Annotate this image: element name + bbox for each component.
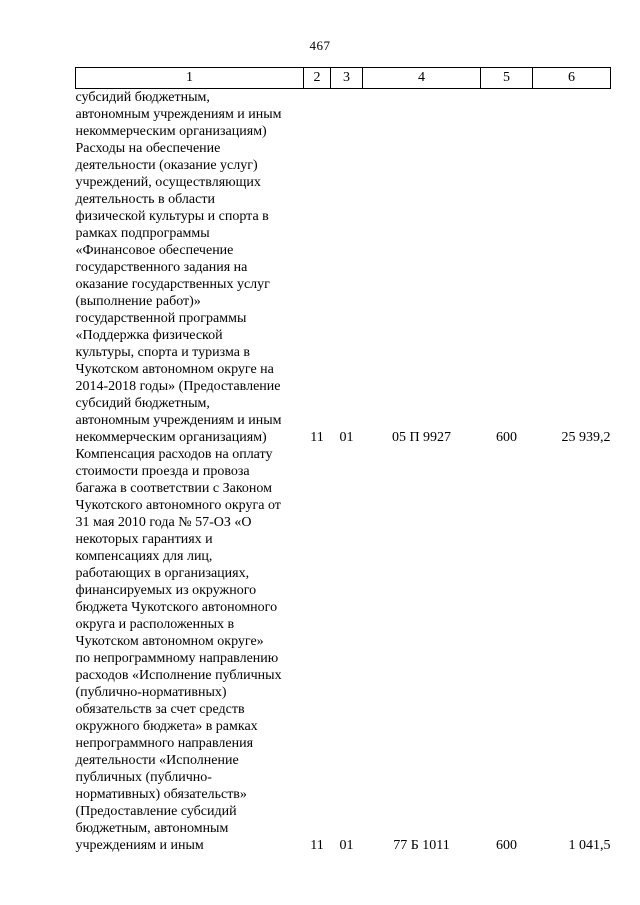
row-section: 11 (310, 838, 324, 853)
row-subsection: 01 (339, 838, 354, 853)
header-col-2: 2 (304, 68, 331, 89)
header-col-1: 1 (76, 68, 304, 89)
row-target-item (363, 89, 481, 141)
header-col-5: 5 (481, 68, 533, 89)
row-expense-type: 600 (496, 838, 517, 853)
row-description: Компенсация расходов на оплату стоимости проезда и провоза багажа в соответствии с Законом Чукотского автономного округа от 31 мая 2010 года № 57-ОЗ «О некоторых гарантиях и компенсациях для лиц, работающих в организациях, финансируемых из окружного бюджета Чукотского автономного округа и расположенных в Чукотском автономном округе» по непрограммному направлению расходов «Исполнение публичных (публично-нормативных) обязательств за счет средств окружного бюджета» в рамках непрограммного направления деятельности «Исполнение публичных (публично- нормативных) обязательств» (Предоставление субсидий бюджетным, автономным учреждениям и иным (75, 447, 282, 853)
row-target-item: 05 П 9927 (391, 430, 452, 445)
row-subsection: 01 (339, 430, 354, 445)
budget-table (75, 67, 611, 854)
row-target-item: 77 Б 1011 (393, 838, 450, 853)
row-subsection (331, 89, 363, 141)
page-number: 467 (309, 38, 331, 53)
row-amount: 1 041,5 (568, 838, 611, 853)
table-row (76, 140, 611, 446)
table-row (76, 446, 611, 854)
row-description: субсидий бюджетным, автономным учреждениям и иным некоммерческим организациям) (75, 90, 282, 139)
table-body (76, 89, 611, 855)
row-expense-type: 600 (496, 430, 517, 445)
row-expense-type (481, 89, 533, 141)
row-description: Расходы на обеспечение деятельности (оказание услуг) учреждений, осуществляющих деятельность в области физической культуры и спорта в рамках подпрограммы «Финансовое обеспечение государственного задания на оказание государственных услуг (выполнение работ)» государственной программы «Поддержка физической культуры, спорта и туризма в Чукотском автономном округе на 2014-2018 годы» (Предоставление субсидий бюджетным, автономным учреждениям и иным некоммерческим организациям) (75, 141, 282, 445)
row-section: 11 (310, 430, 324, 445)
table-header (76, 68, 611, 89)
header-row (76, 68, 611, 89)
table-row (76, 89, 611, 141)
row-amount: 25 939,2 (561, 430, 611, 445)
header-col-3: 3 (331, 68, 363, 89)
header-col-6: 6 (533, 68, 611, 89)
row-section (304, 89, 331, 141)
header-col-4: 4 (363, 68, 481, 89)
row-amount (533, 89, 611, 141)
